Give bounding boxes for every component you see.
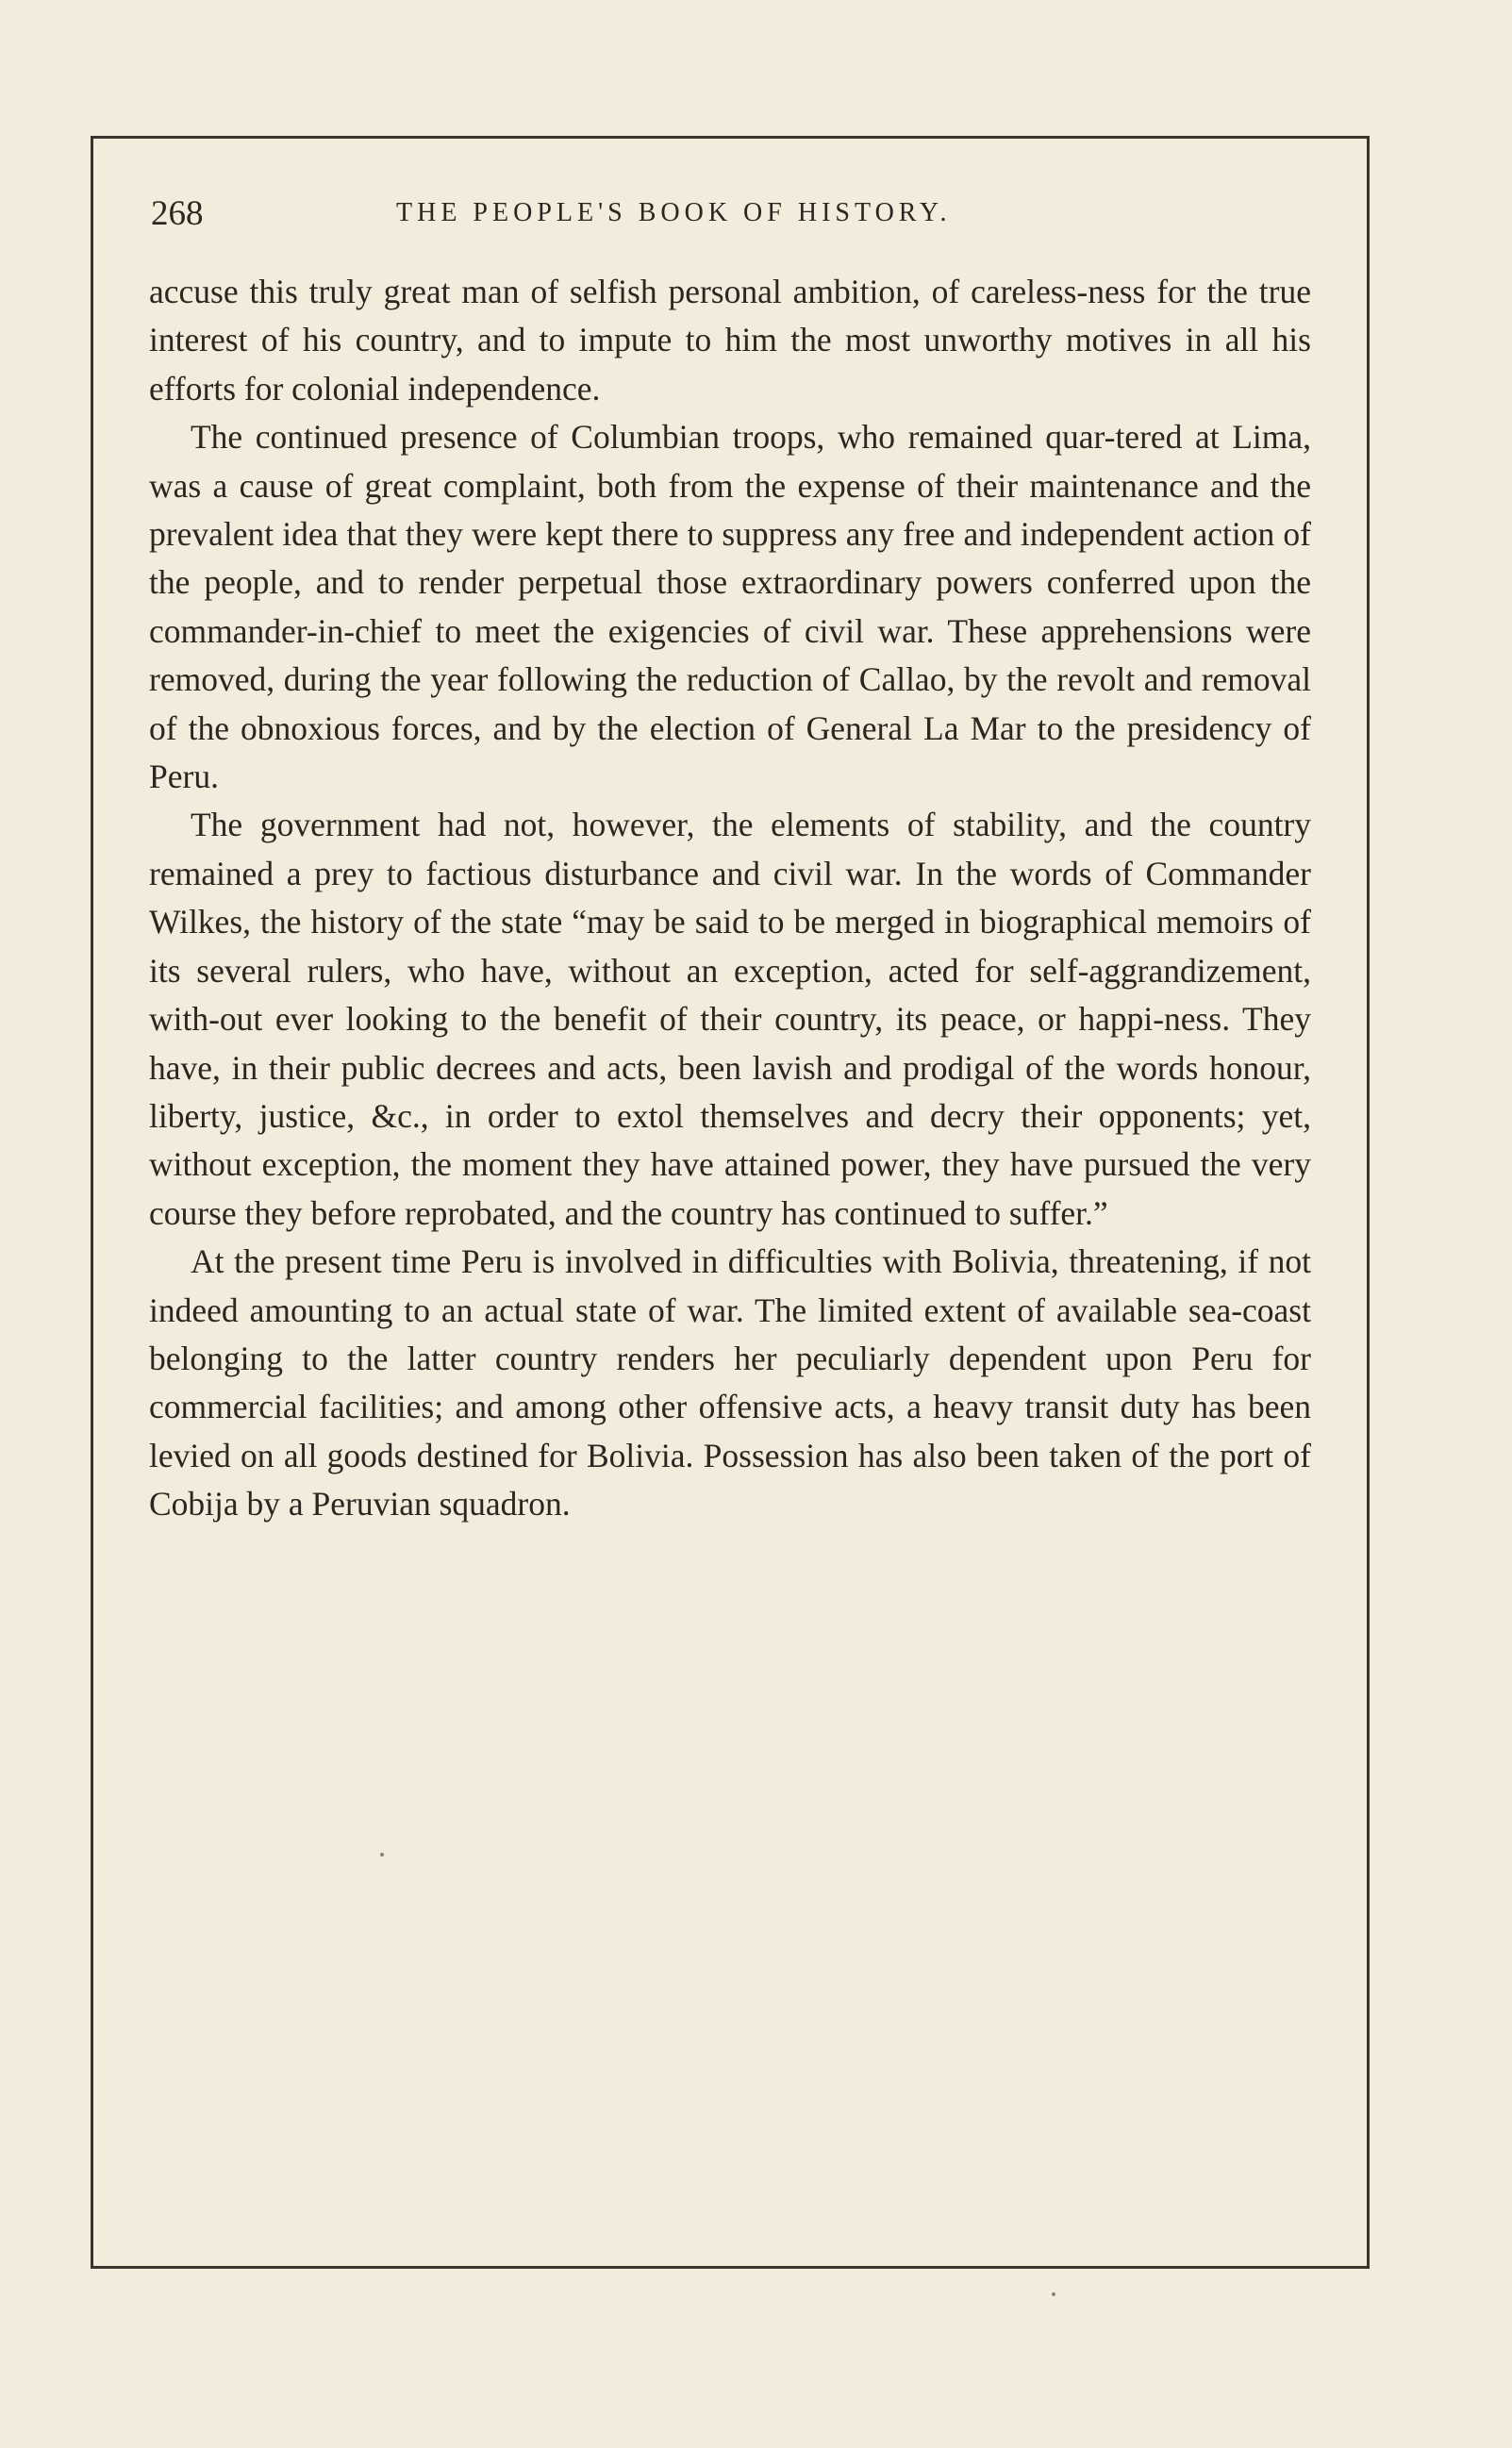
running-head	[151, 193, 1313, 250]
page-speck	[380, 1853, 384, 1857]
running-title: THE PEOPLE'S BOOK OF HISTORY.	[396, 198, 952, 227]
page-number: 268	[151, 194, 204, 233]
body-text	[149, 268, 1311, 1529]
page-speck	[1052, 2292, 1055, 2296]
paragraph-2: The continued presence of Columbian troops, who remained quar-tered at Lima, was a cause of great complaint, both from the expense of their maintenance and the prevalent idea that they were kept there to suppress any free and independent action of the people, and to render perpetual those extraordinary powers conferred upon the commander-in-chief to meet the exigencies of civil war. These apprehensions were removed, during the year following the reduction of Callao, by the revolt and removal of the obnoxious forces, and by the election of General La Mar to the presidency of Peru.	[149, 418, 1311, 796]
paragraph-1: accuse this truly great man of selfish personal ambition, of careless-ness for the true interest of his country, and to impute to him the most unworthy motives in all his efforts for colonial independence.	[149, 273, 1311, 408]
paragraph-3: The government had not, however, the elements of stability, and the country remained a prey to factious disturbance and civil war. In the words of Commander Wilkes, the history of the state “may be said to be merged in biographical memoirs of its several rulers, who have, without an exception, acted for self-aggrandizement, with-out ever looking to the benefit of their country, its peace, or happi-ness. They have, in their public decrees and acts, been lavish and prodigal of the words honour, liberty, justice, &c., in order to extol themselves and decry their opponents; yet, without exception, the moment they have attained power, they have pursued the very course they before reprobated, and the country has continued to suffer.”	[149, 806, 1311, 1232]
paragraph-4: At the present time Peru is involved in difficulties with Bolivia, threatening, if not indeed amounting to an actual state of war. The limited extent of available sea-coast belonging to the latter country renders her peculiarly dependent upon Peru for commercial facilities; and among other offensive acts, a heavy transit duty has been levied on all goods destined for Bolivia. Possession has also been taken of the port of Cobija by a Peruvian squadron.	[149, 1242, 1311, 1524]
